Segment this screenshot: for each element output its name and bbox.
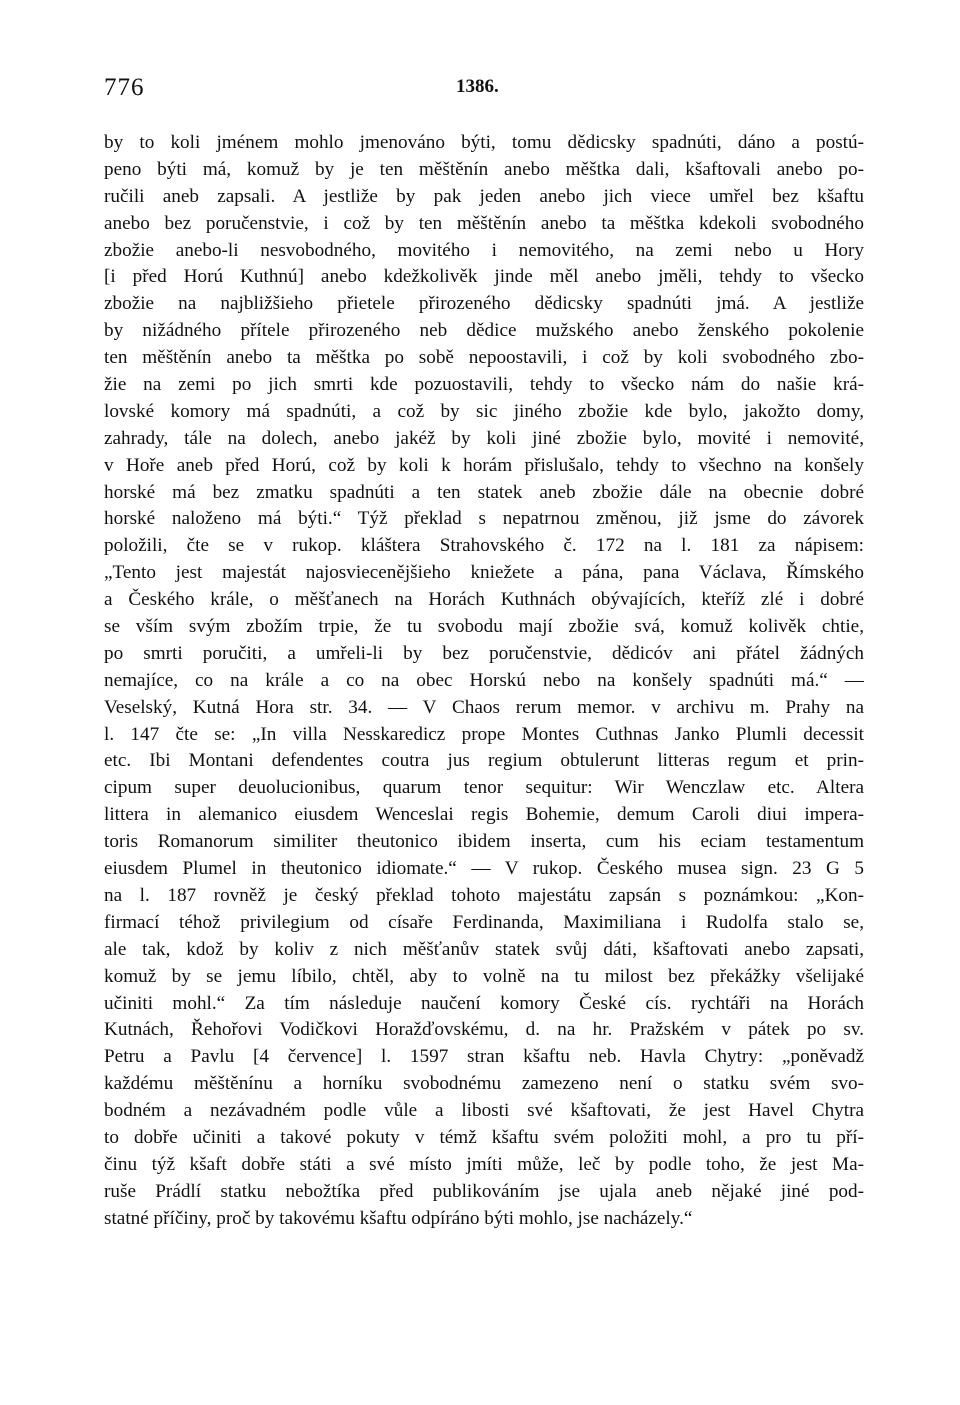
text-line: anebo bez poručenstvie, i což by ten měštěnín anebo ta měštka kdekoli svobodného — [104, 212, 864, 234]
text-line: firmací téhož privilegium od císaře Ferdinanda, Maximiliana i Rudolfa stalo se, — [104, 911, 864, 933]
text-line: by nižádného přítele přirozeného neb dědice mužského anebo ženského pokolenie — [104, 320, 864, 342]
body-text — [104, 130, 864, 1233]
text-line: by to koli jménem mohlo jmenováno býti, tomu dědicsky spadnúti, dáno a postú- — [104, 132, 864, 153]
text-line: na l. 187 rovněž je český překlad tohoto majestátu zapsán s poznámkou: „Kon- — [104, 884, 864, 906]
text-line: v Hoře aneb před Horú, což by koli k horám přislušalo, tehdy to všechno na konšely — [104, 454, 864, 476]
text-line: učiniti mohl.“ Za tím následuje naučení komory České cís. rychtáři na Horách — [104, 992, 864, 1014]
text-line: se vším svým zbožím trpie, že tu svobodu mají zbožie svá, komuž kolivěk chtie, — [104, 616, 864, 638]
text-line: ruše Prádlí statku nebožtíka před publikováním jse ujala aneb nějaké jiné pod- — [104, 1180, 864, 1202]
text-line: etc. Ibi Montani defendentes coutra jus regium obtulerunt litteras regum et prin- — [104, 750, 864, 772]
text-line: bodném a nezávadném podle vůle a libosti své kšaftovati, že jest Havel Chytra — [104, 1100, 864, 1122]
running-head-year: 1386. — [456, 76, 499, 97]
text-line: littera in alemanico eiusdem Wenceslai regis Bohemie, demum Caroli diui impera- — [104, 804, 864, 826]
text-line: komuž by se jemu líbilo, chtěl, aby to volně na tu milost bez překážky všelijaké — [104, 965, 864, 987]
text-line: horské naloženo má býti.“ Týž překlad s nepatrnou změnou, již jsme do závorek — [104, 508, 864, 530]
page-number: 776 — [104, 74, 145, 101]
text-line: činu týž kšaft dobře státi a své místo jmíti může, leč by podle toho, že jest Ma- — [104, 1153, 864, 1175]
text-line: „Tento jest majestát najosviecenějšieho kniežete a pána, pana Václava, Římského — [104, 562, 864, 584]
text-line: Petru a Pavlu [4 července] l. 1597 stran kšaftu neb. Havla Chytry: „poněvadž — [104, 1046, 864, 1068]
text-line: Kutnách, Řehořovi Vodičkovi Horažďovskému, d. na hr. Pražském v pátek po sv. — [104, 1019, 864, 1041]
text-line: l. 147 čte se: „In villa Nesskaredicz prope Montes Cuthnas Janko Plumli decessit — [104, 723, 864, 745]
text-line: zahrady, tále na dolech, anebo jakéž by koli jiné zbožie bylo, movité i nemovité, — [104, 427, 864, 449]
text-line: a Českého krále, o měšťanech na Horách Kuthnách obývajících, kteříž zlé i dobré — [104, 589, 864, 611]
text-line: eiusdem Plumel in theutonico idiomate.“ — V rukop. Českého musea sign. 23 G 5 — [104, 858, 864, 880]
text-line: [i před Horú Kuthnú] anebo kdežkolivěk jinde měl anebo jměli, tehdy to všecko — [104, 266, 864, 288]
text-line: toris Romanorum similiter theutonico ibidem inserta, cum his eciam testamentum — [104, 831, 864, 853]
page-header — [104, 74, 864, 106]
text-line: položili, čte se v rukop. kláštera Strahovského č. 172 na l. 181 za nápisem: — [104, 535, 864, 557]
text-line: to dobře učiniti a takové pokuty v témž kšaftu svém položiti mohl, a pro tu pří- — [104, 1126, 864, 1148]
text-line: cipum super deuolucionibus, quarum tenor sequitur: Wir Wenczlaw etc. Altera — [104, 777, 864, 799]
text-line: žie na zemi po jich smrti kde pozuostavili, tehdy to všecko nám do našie krá- — [104, 374, 864, 396]
text-line: ručili aneb zapsali. A jestliže by pak jeden anebo jich viece umřel bez kšaftu — [104, 185, 864, 207]
text-line: po smrti poručiti, a umřeli-li by bez poručenstvie, dědicóv ani přátel žádných — [104, 642, 864, 664]
text-line: lovské komory má spadnúti, a což by sic jiného zbožie kde bylo, jakožto domy, — [104, 400, 864, 422]
text-line: statné příčiny, proč by takovému kšaftu odpíráno býti mohlo, jse nacházely.“ — [104, 1207, 693, 1229]
text-line: horské má bez zmatku spadnúti a ten statek aneb zbožie dále na obecnie dobré — [104, 481, 864, 503]
text-line: zbožie na najbližšieho přietele přirozeného dědicsky spadnúti jmá. A jestliže — [104, 293, 864, 315]
text-line: zbožie anebo-li nesvobodného, movitého i nemovitého, na zemi nebo u Hory — [104, 239, 864, 261]
text-line: ten měštěnín anebo ta měštka po sobě nepoostavili, i což by koli svobodného zbo- — [104, 347, 864, 369]
text-line: každému měštěnínu a horníku svobodnému zamezeno není o statku svém svo- — [104, 1073, 864, 1095]
text-line: nemajíce, co na krále a co na obec Horskú nebo na konšely spadnúti má.“ — — [104, 669, 864, 691]
text-line: Veselský, Kutná Hora str. 34. — V Chaos rerum memor. v archivu m. Prahy na — [104, 696, 864, 718]
text-line: peno býti má, komuž by je ten měštěnín anebo měštka dali, kšaftovali anebo po- — [104, 158, 864, 180]
text-line: ale tak, kdož by koliv z nich měšťanův statek svůj dáti, kšaftovati anebo zapsati, — [104, 938, 864, 960]
